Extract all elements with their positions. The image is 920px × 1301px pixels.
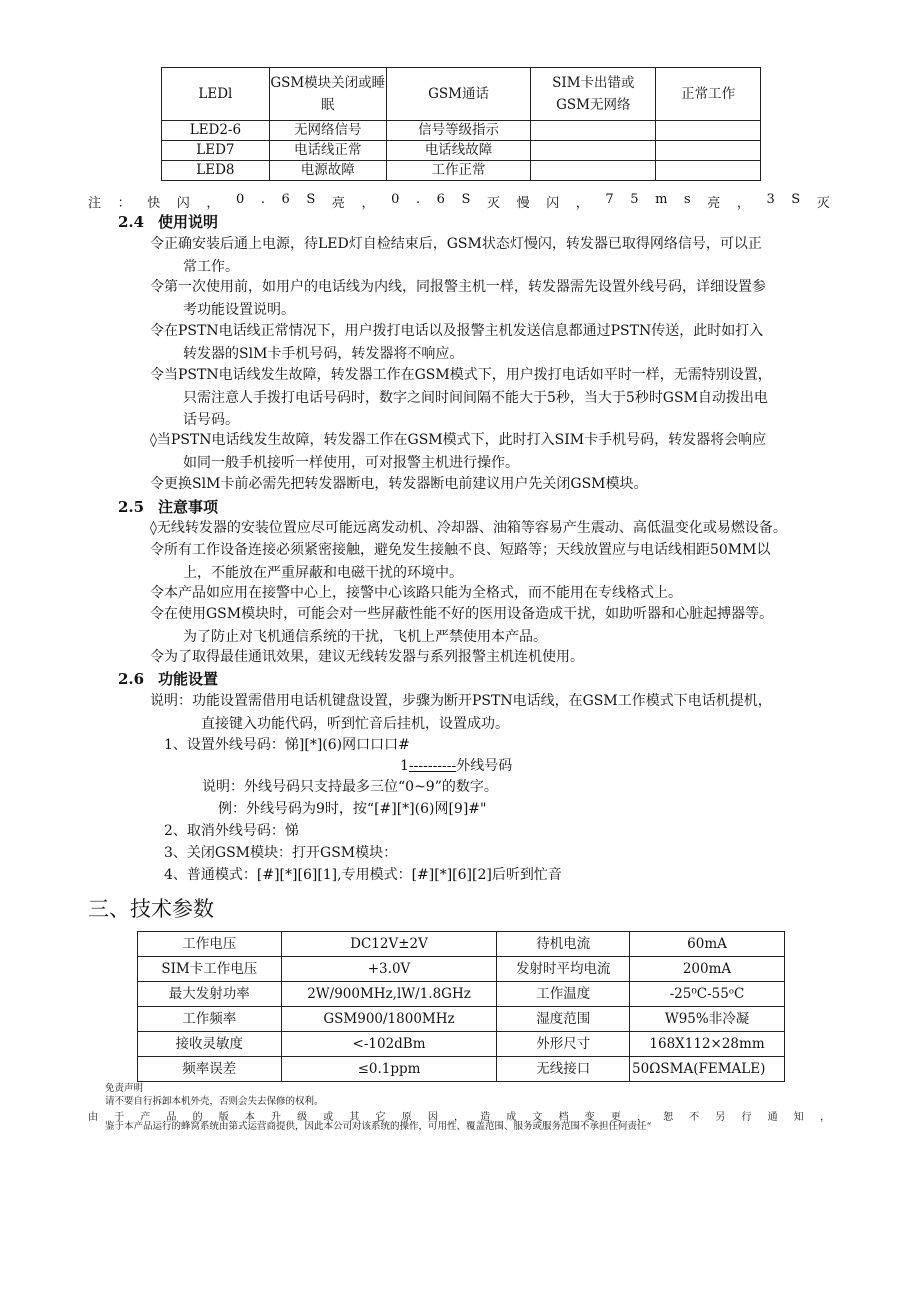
disclaimer-char: 更 — [610, 1112, 621, 1123]
step-example: 例：外线号码为9时，按“[#][*](6)网[9]#" — [218, 801, 487, 817]
spec-label: SIM卡工作电压 — [138, 957, 282, 982]
paragraph-text: 说明：功能设置需借用电话机键盘设置，步骤为断开PSTN电话线，在GSM工作模式下电话机提机， — [150, 693, 772, 709]
outline-number-label — [400, 755, 512, 775]
usage-item — [150, 429, 844, 474]
section-heading-3: 三、技术参数 — [88, 897, 214, 921]
table-row — [138, 982, 785, 1007]
spec-label: 发射时平均电流 — [497, 957, 630, 982]
disclaimer-char: 升 — [270, 1112, 281, 1123]
disclaimer-char: 版 — [218, 1112, 229, 1123]
spec-value: GSM900/1800MHz — [281, 1007, 497, 1032]
paragraph-text: 令所有工作设备连接必须紧密接触，避免发生接触不良、短路等；天线放置应与电话线相距50MM以 — [150, 542, 771, 558]
note-char: 7 — [605, 192, 614, 207]
spec-label: 无线接口 — [497, 1057, 630, 1082]
table-cell: 无网络信号 — [269, 121, 386, 141]
note-char: S — [791, 192, 801, 207]
table-row — [138, 1007, 785, 1032]
note-char: 灭 — [487, 196, 501, 211]
paragraph-text: 令本产品如应用在接警中心上，接警中心该路只能为全格式，而不能用在专线格式上。 — [150, 585, 682, 601]
disclaimer-char: ， — [453, 1112, 464, 1123]
paragraph-text: 令当PSTN电话线发生故障，转发器工作在GSM模式下，用户拨打电话如平时一样，无需特别设置， — [150, 367, 772, 383]
disclaimer-char: 级 — [297, 1112, 308, 1123]
table-cell: 信号等级指示 — [386, 121, 531, 141]
section-number: 2.6 — [118, 670, 145, 688]
spec-value: W95%非冷凝 — [630, 1007, 785, 1032]
usage-item — [150, 364, 844, 432]
disclaimer-char: 文 — [532, 1112, 543, 1123]
section-heading-2-5 — [118, 496, 218, 517]
spec-value: -25⁰C-55ᵒC — [630, 982, 785, 1007]
spec-label: 接收灵敏度 — [138, 1032, 282, 1057]
disclaimer-line: 请不要自行拆卸本机外壳，否则会失去保修的权利。 — [105, 1096, 324, 1107]
note-char: 灭 — [816, 196, 830, 211]
spec-label: 频率误差 — [138, 1057, 282, 1082]
note-char: ： — [117, 196, 131, 211]
outline-marker: 1 — [400, 758, 409, 774]
section-heading-2-4 — [118, 211, 218, 232]
table-row — [138, 957, 785, 982]
note-char: 闪 — [176, 196, 190, 211]
paragraph-text: 令正确安装后通上电源，待LED灯自检结束后，GSM状态灯慢闪，转发器已取得网络信号，可以正 — [150, 236, 762, 252]
paragraph-text: ◊无线转发器的安装位置应尽可能远离发动机、冷却器、油箱等容易产生震动、高低温变化或易燃设备。 — [150, 520, 787, 536]
paragraph-text: 只需注意人手拨打电话号码时，数字之间时间间隔不能大于5秒，当大于5秒时GSM自动拨出电 — [183, 389, 768, 406]
table-cell: LED8 — [162, 161, 270, 181]
step-mode: 4、普通模式：[#][*][6][1],专用模式：[#][*][6][2]后听到忙音 — [164, 867, 562, 883]
led-header-cell — [269, 68, 386, 121]
note-char: . — [260, 192, 265, 207]
note-char: 亮 — [331, 196, 345, 211]
note-char: 6 — [281, 192, 290, 207]
step-cancel-outline: 2、取消外线号码：悌 — [164, 823, 299, 839]
table-row — [162, 121, 761, 141]
disclaimer-title: 免责声明 — [105, 1083, 144, 1094]
spec-value: +3.0V — [281, 957, 497, 982]
step-set-outline: 1、设置外线号码：悌][*](6)网口口口# — [164, 737, 410, 753]
table-cell: LED7 — [162, 141, 270, 161]
caution-item — [150, 603, 844, 648]
disclaimer-char: 其 — [349, 1112, 360, 1123]
caution-item — [150, 646, 844, 669]
led-header-cell: GSM通话 — [386, 68, 531, 121]
outline-label: 外线号码 — [456, 758, 513, 774]
disclaimer-char: 行 — [741, 1112, 752, 1123]
section-title: 功能设置 — [158, 670, 219, 688]
disclaimer-char: 或 — [323, 1112, 334, 1123]
led-header-text: SIM卡出错或GSM无网络 — [552, 75, 635, 113]
outline-dashes: ---------- — [408, 758, 457, 774]
disclaimer-line: 鉴于本产品运行的蜂窝系统由第式运营商提供，因此本公司对该系统的操作，可用性、覆盖范围、服务或服务范围不承担任何责任“ — [105, 1121, 652, 1132]
led-header-text: GSM模块关闭或睡眠 — [270, 75, 386, 113]
note-char: ， — [361, 196, 375, 211]
table-cell — [531, 161, 656, 181]
spec-table — [137, 931, 785, 1082]
note-char: ， — [206, 196, 220, 211]
note-char: 闪 — [546, 196, 560, 211]
note-char: 亮 — [707, 196, 721, 211]
paragraph-text: 考功能设置说明。 — [183, 301, 295, 318]
paragraph-text: 令更换SlM卡前必需先把转发器断电，转发器断电前建议用户先关闭GSM模块。 — [150, 476, 648, 492]
paragraph-text: 上，不能放在严重屏蔽和电磁干扰的环境中。 — [183, 564, 463, 581]
spec-value: 50ΩSMA(FEMALE) — [630, 1057, 785, 1082]
disclaimer-char: 它 — [375, 1112, 386, 1123]
function-description — [150, 690, 844, 735]
note-char: 5 — [630, 192, 639, 207]
paragraph-text: 转发器的SlM卡手机号码，转发器将不响应。 — [183, 345, 464, 362]
step-note: 说明：外线号码只支持最多三位“0~9”的数字。 — [202, 779, 498, 795]
spec-value: ≤0.1ppm — [281, 1057, 497, 1082]
disclaimer-char: 知 — [793, 1112, 804, 1123]
note-char: 快 — [147, 196, 161, 211]
note-char: S — [461, 192, 471, 207]
spec-label: 最大发射功率 — [138, 982, 282, 1007]
disclaimer-char: 变 — [584, 1112, 595, 1123]
led-table-header — [162, 68, 761, 121]
note-char: 慢 — [516, 196, 530, 211]
paragraph-text: ◊当PSTN电话线发生故障，转发器工作在GSM模式下，此时打入SIM卡手机号码，转发器将会响应 — [150, 432, 767, 448]
table-cell — [656, 121, 761, 141]
paragraph-text: 直接键入功能代码，听到忙音后挂机，设置成功。 — [201, 715, 509, 732]
note-char: ， — [736, 196, 750, 211]
table-cell: 电源故障 — [269, 161, 386, 181]
led-status-table — [161, 67, 761, 181]
paragraph-text: 令第一次使用前，如用户的电话线为内线，同报警主机一样，转发器需先设置外线号码，详细设置参 — [150, 279, 766, 295]
disclaimer-char: 因 — [427, 1112, 438, 1123]
table-row — [162, 141, 761, 161]
usage-item — [150, 473, 844, 496]
spec-value: 2W/900MHz,lW/1.8GHz — [281, 982, 497, 1007]
table-cell — [531, 141, 656, 161]
section-number: 2.4 — [118, 213, 145, 231]
spec-value: 168X112×28mm — [630, 1032, 785, 1057]
spec-value: DC12V±2V — [281, 932, 497, 957]
table-row — [138, 932, 785, 957]
disclaimer-char: 由 — [88, 1112, 98, 1123]
usage-item — [150, 276, 844, 321]
note-char: 0 — [391, 192, 400, 207]
caution-item — [150, 539, 844, 584]
table-cell: 电话线正常 — [269, 141, 386, 161]
table-cell: 工作正常 — [386, 161, 531, 181]
note-char: ， — [575, 196, 589, 211]
paragraph-text: 令为了取得最佳通讯效果，建议无线转发器与系列报警主机连机使用。 — [150, 649, 584, 665]
disclaimer-char: 产 — [140, 1112, 151, 1123]
note-char: S — [306, 192, 316, 207]
table-cell: LED2-6 — [162, 121, 270, 141]
table-row — [138, 1032, 785, 1057]
led-header-cell: 正常工作 — [656, 68, 761, 121]
note-char: m — [655, 192, 668, 207]
paragraph-text: 为了防止对飞机通信系统的干扰，飞机上严禁使用本产品。 — [183, 628, 547, 645]
paragraph-text: 话号码。 — [183, 412, 239, 428]
disclaimer-char: 造 — [480, 1112, 491, 1123]
paragraph-text: 令在使用GSM模块时，可能会对一些屏蔽性能不好的医用设备造成干扰，如助听器和心脏起搏器等。 — [150, 606, 774, 622]
table-cell — [656, 161, 761, 181]
spec-label: 工作电压 — [138, 932, 282, 957]
note-char: s — [684, 192, 691, 207]
table-row — [162, 161, 761, 181]
caution-item — [150, 582, 844, 605]
blink-note — [88, 192, 830, 211]
disclaimer-char: 档 — [558, 1112, 569, 1123]
disclaimer-char: 品 — [166, 1112, 177, 1123]
paragraph-text: 如同一般手机接听一样使用，可对报警主机进行操作。 — [183, 454, 519, 471]
spec-label: 待机电流 — [497, 932, 630, 957]
table-cell — [656, 141, 761, 161]
disclaimer-char: ， — [636, 1112, 647, 1123]
table-row — [138, 1057, 785, 1082]
note-char: 注 — [88, 196, 102, 211]
note-char: 0 — [235, 192, 245, 207]
spec-label: 湿度范围 — [497, 1007, 630, 1032]
section-heading-2-6 — [118, 668, 218, 689]
spec-value: <-102dBm — [281, 1032, 497, 1057]
disclaimer-char: 另 — [715, 1112, 726, 1123]
disclaimer-char: 成 — [506, 1112, 517, 1123]
spec-label: 工作频率 — [138, 1007, 282, 1032]
section-title: 使用说明 — [158, 213, 219, 231]
disclaimer-char: 于 — [114, 1112, 125, 1123]
usage-item — [150, 320, 844, 365]
disclaimer-char: ， — [819, 1112, 830, 1123]
led-header-cell: LEDl — [162, 68, 270, 121]
spec-label: 外形尺寸 — [497, 1032, 630, 1057]
table-cell: 电话线故障 — [386, 141, 531, 161]
section-number: 2.5 — [118, 498, 145, 516]
disclaimer-char: 通 — [767, 1112, 778, 1123]
note-char: 3 — [766, 192, 775, 207]
spec-value: 200mA — [630, 957, 785, 982]
note-char: 6 — [436, 192, 445, 207]
disclaimer-char: 的 — [192, 1112, 203, 1123]
note-char: . — [415, 192, 421, 207]
led-header-cell — [531, 68, 656, 121]
table-cell — [531, 121, 656, 141]
caution-item — [150, 517, 844, 540]
paragraph-text: 令在PSTN电话线正常情况下，用户拨打电话以及报警主机发送信息都通过PSTN传送，此时如打入 — [150, 323, 764, 339]
disclaimer-char: 恕 — [663, 1112, 674, 1123]
section-title: 注意事项 — [158, 498, 219, 516]
disclaimer-char: 本 — [244, 1112, 255, 1123]
disclaimer-char: 原 — [401, 1112, 412, 1123]
paragraph-text: 常工作。 — [183, 258, 239, 275]
step-gsm-module: 3、关闭GSM模块：打开GSM模块： — [164, 845, 398, 861]
disclaimer-char: 不 — [689, 1112, 700, 1123]
usage-item — [150, 233, 844, 278]
spec-label: 工作温度 — [497, 982, 630, 1007]
spec-value: 60mA — [630, 932, 785, 957]
